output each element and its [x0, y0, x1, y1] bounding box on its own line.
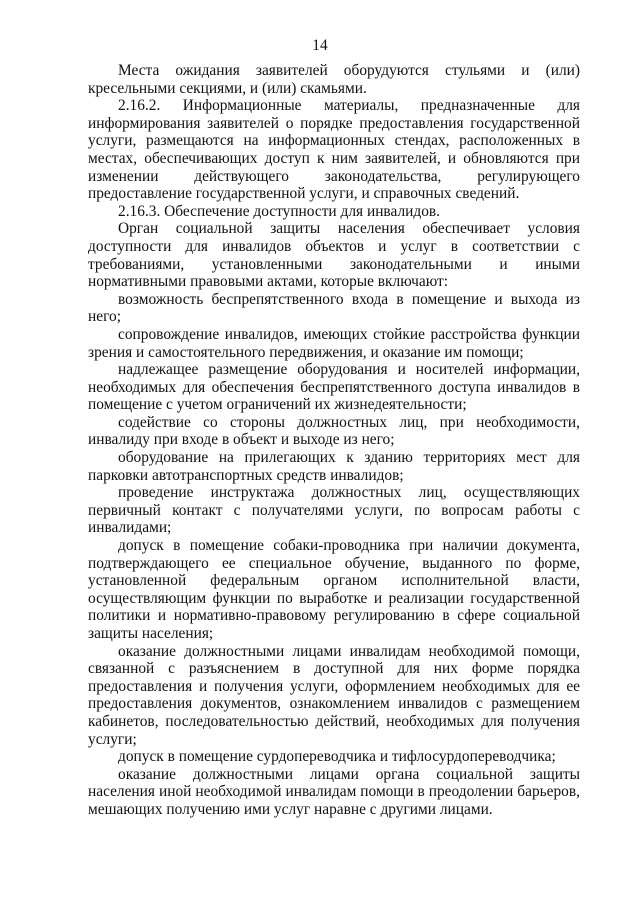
list-item: содействие со стороны должностных лиц, при необходимости, инвалиду при входе в объект и выходе из него; — [88, 413, 580, 449]
paragraph-waiting-places: Места ожидания заявителей оборудуются стульями и (или) кресельными секциями, и (или) скамьями. — [88, 62, 580, 97]
list-item: проведение инструктажа должностных лиц, осуществляющих первичный контакт с получателями услуги, по вопросам работы с инвалидами; — [88, 484, 580, 537]
list-item: оказание должностными лицами органа социальной защиты населения иной необходимой инвалидам помощи в преодолении барьеров, мешающих получению ими услуг наравне с другими лицами. — [88, 765, 580, 818]
paragraph-2-16-2: 2.16.2. Информационные материалы, предназначенные для информирования заявителей о порядке предоставления государственной услуги, размещаются на информационных стендах, расположенных в местах, обеспечивающих доступ к ним заявителей, и обновляются при изменении действующего законодательства, регулирующего предоставление государственной услуги, и справочных сведений. — [88, 97, 580, 203]
paragraph-accessibility-intro: Орган социальной защиты населения обеспечивает условия доступности для инвалидов объектов и услуг в соответствии с требованиями, установленными законодательными и иными нормативными правовыми актами, которые включают: — [88, 220, 580, 291]
list-item: допуск в помещение собаки-проводника при наличии документа, подтверждающего ее специальное обучение, выданного по форме, установленной федеральным органом исполнительной власти, осуществляющим функции по выработке и реализации государственной политики и нормативно-правовому регулированию в сфере социальной защиты населения; — [88, 537, 580, 642]
document-body — [88, 62, 580, 819]
list-item: допуск в помещение сурдопереводчика и тифлосурдопереводчика; — [118, 748, 556, 766]
list-item: сопровождение инвалидов, имеющих стойкие расстройства функции зрения и самостоятельного передвижения, и оказание им помощи; — [88, 325, 580, 361]
list-item: оказание должностными лицами инвалидам необходимой помощи, связанной с разъяснением в доступной для них форме порядка предоставления и получения услуги, оформлением необходимых для ее предоставления документов, ознакомлением инвалидов с размещением кабинетов, последовательностью действий, необходимых для получения услуги; — [88, 642, 580, 748]
page-number: 14 — [312, 37, 328, 54]
paragraph-2-16-3-heading: 2.16.3. Обеспечение доступности для инвалидов. — [118, 202, 441, 220]
list-item: надлежащее размещение оборудования и носителей информации, необходимых для обеспечения беспрепятственного доступа инвалидов в помещение с учетом ограничений их жизнедеятельности; — [88, 361, 580, 414]
list-item: возможность беспрепятственного входа в помещение и выхода из него; — [88, 290, 580, 326]
list-item: оборудование на прилегающих к зданию территориях мест для парковки автотранспортных средств инвалидов; — [88, 449, 580, 484]
